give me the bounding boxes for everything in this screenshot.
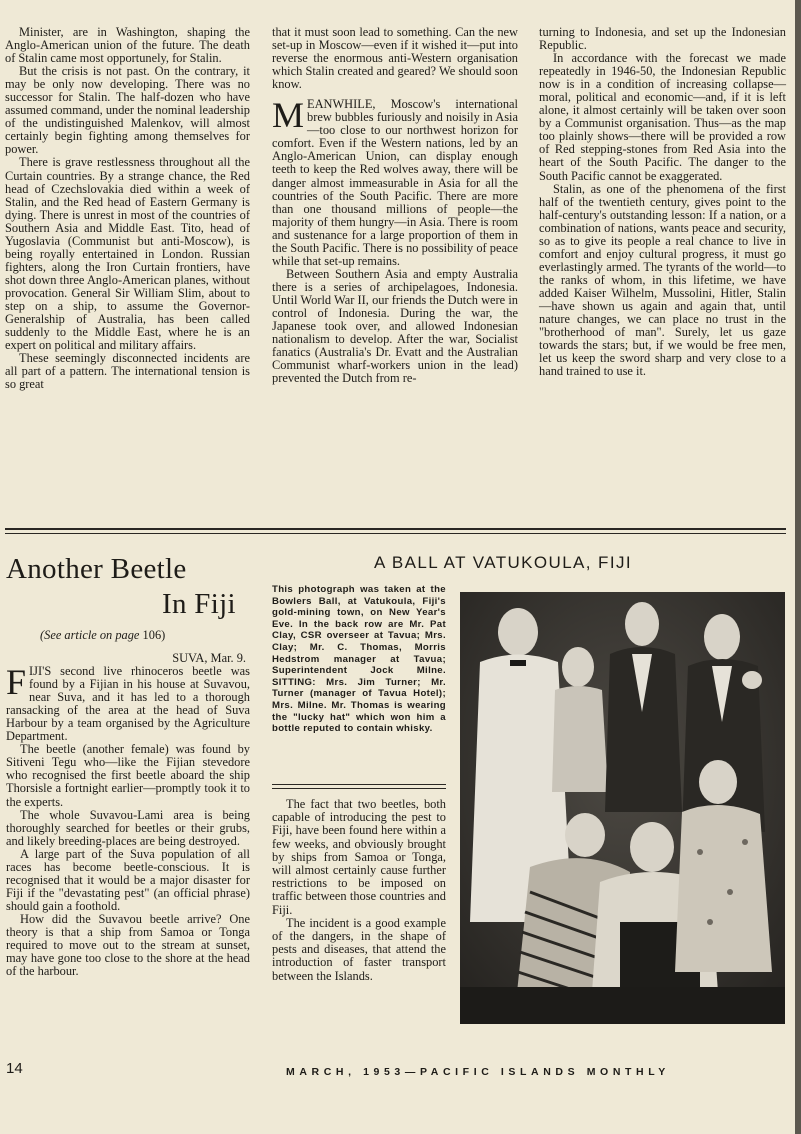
caption-divider [272,784,446,785]
article-paragraph: Stalin, as one of the phenomena of the first half of the twentieth century, gives point to the half-century's outstanding lesson: If a nation, or a combination of nations, wants peace and security, so as to give its people a real chance to live in comfort and enjoy cultural progress, it must go everlastingly armed. The tyrants of the world—to the ranks of whom, in this lifetime, we have added Kaiser Wilhelm, Mussolini, Hitler, Stalin—have shown us again and again that, until nature changes, we can place no trust in the "brotherhood of man". Surely, let us gaze towards the stars; but, if we would be free men, let us keep the sword sharp and very close to a hand trained to use it. [539,181,786,379]
paragraph-text: IJI'S second live rhinoceros beetle was found by a Fijian in his house at Suvavou, near Suva, and it has led to a thorough ransacking of the area at the head of Suva Harbour by a team organised by the Agriculture Department. [6,664,250,744]
paragraph-text: EANWHILE, Moscow's international brew bubbles furiously and noisily in Asia—too close to our northwest horizon for comfort. Even if the Western nations, led by an Anglo-American Union, can display enough teeth to keep the Red wolves away, there will be danger almost immeasurable in Asia for all the countries of the South Pacific. There are more than one thousand millions of people—the majority of them hungry—in Asia. There is room and sustenance for a large proportion of them in the South Pacific. There is no possibility of peace while that set-up remains. [272,97,518,268]
article-paragraph: that it must soon lead to something. Can the new set-up in Moscow—even if it wished it—put into reverse the enormous anti-Western organisation which Stalin created and geared? We should soon know. [272,25,518,92]
photo-caption: This photograph was taken at the Bowlers Ball, at Vatukoula, Fiji's gold-mining town, on New Year's Eve. In the back row are Mr. Pat Clay, CSR overseer at Tavua; Mrs. Clay; Mr. C. Thomas, Morris Hedstrom manager at Tavua; Superintendent Jock Milne. SITTING: Mrs. Jim Turner; Mr. Turner (manager of Tavua Hotel); Mrs. Milne. Mr. Thomas is wearing the "lucky hat" which won him a bottle reputed to contain whisky. [272,584,446,735]
see-article-page: 106) [142,628,166,642]
beetle-paragraph: The whole Suvavou-Lami area is being thoroughly searched for beetles or their grubs, and likely breeding-places are being destroyed. [6,807,250,848]
scan-edge [795,0,801,1134]
article-paragraph: Between Southern Asia and empty Australia there is a series of archipelagoes, Indonesia. Until World War II, our friends the Dutch were in control of Indonesia. During the war, the Japanese took over, and allowed Indonesian nationalism to develop. After the war, Socialist fanatics (Australia's Dr. Evatt and the Australian Communist wharf-workers union in the lead) prevented the Dutch from re- [272,266,518,386]
article-column-2 [272,26,518,385]
beetle-paragraph: The incident is a good example of the dangers, in the shape of pests and diseases, that attend the introduction of faster transport between the Islands. [272,915,446,983]
beetle-paragraph: A large part of the Suva population of all races has become beetle-conscious. It is recognised that it would be a major disaster for Fiji if the "devastating pest" (an official phrase) should gain a foothold. [6,846,250,913]
drop-cap-letter: M [272,95,305,136]
article-paragraph: Minister, are in Washington, shaping the Anglo-American union of the future. The death of Stalin came most opportunely, for Stalin. [5,25,250,66]
beetle-headline-line-2: In Fiji [162,588,236,620]
drop-cap-letter: F [6,662,27,703]
page-number: 14 [6,1060,23,1077]
see-article-note [40,628,165,643]
running-footer: MARCH, 1953—PACIFIC ISLANDS MONTHLY [286,1066,670,1078]
beetle-paragraph: The fact that two beetles, both capable of introducing the pest to Fiji, have been found here within a few weeks, and obviously brought by ships from Samoa or Tonga, will almost certainly cause further restrictions to be imposed on traffic between those countries and Fiji. [272,797,446,917]
article-paragraph: These seemingly disconnected incidents are all part of a pattern. The international tension is so great [5,351,250,392]
caption-divider-thin [272,788,446,789]
beetle-continued-column [272,798,446,983]
article-column-3 [539,26,786,378]
beetle-headline-line-1: Another Beetle [6,553,187,585]
section-divider [5,528,786,530]
dateline: SUVA, Mar. 9. [172,651,246,665]
article-paragraph: But the crisis is not past. On the contrary, it may be only now developing. There was no successor for Stalin. The half-dozen who have assumed command, under the nominal leadership of the undistinguished Malenkov, will almost certainly begin fighting among themselves for power. [5,64,250,157]
beetle-paragraph-dropcap [6,662,250,744]
article-paragraph: There is grave restlessness throughout all the Curtain countries. By a strange chance, the Red head of Czechslovakia died within a week of Stalin, and the Red head of Eastern Germany is dying. There is unrest in most of the countries of Southern Asia and Middle East. Tito, head of Yugoslavia (Communist but anti-Moscow), is being royally entertained in London. Russian fighters, along the Iron Curtain frontiers, have shot down three Anglo-American planes, without provocation. General Sir William Slim, about to step on a ship, to assume the Governor-Generalship of Australia, has been called suddenly to the Middle East, where he is an expert on political and military affairs. [5,155,250,353]
ball-photograph [460,592,785,1024]
beetle-paragraph: How did the Suvavou beetle arrive? One theory is that a ship from Samoa or Tonga required to move out to the stream at sunset, may have gone too close to the shore at the head of the harbour. [6,911,250,979]
section-divider-thin [5,533,786,534]
see-article-text: (See article on page [40,628,140,642]
beetle-paragraph: The beetle (another female) was found by Sitiveni Tegu who—like the Fijian stevedore who recognised the first beetle aboard the ship Thorsisle a fortnight earlier—promptly took it to the experts. [6,742,250,809]
photo-headline: A BALL AT VATUKOULA, FIJI [374,553,632,572]
article-column-1 [5,26,250,391]
article-paragraph-dropcap [272,95,518,268]
article-paragraph: In accordance with the forecast we made repeatedly in 1946-50, the Indonesian Republic now is in a condition of increasing collapse—moral, political and economic—and, if it is left alone, it almost certainly will be taken over soon by a Communist organisation. Thus—as the map too plainly shows—there will be provided a row of Red stepping-stones from Red Asia into the heart of the South Pacific. The danger to the South Pacific cannot be exaggerated. [539,51,786,183]
beetle-article [6,652,250,978]
article-paragraph: turning to Indonesia, and set up the Indonesian Republic. [539,25,786,53]
